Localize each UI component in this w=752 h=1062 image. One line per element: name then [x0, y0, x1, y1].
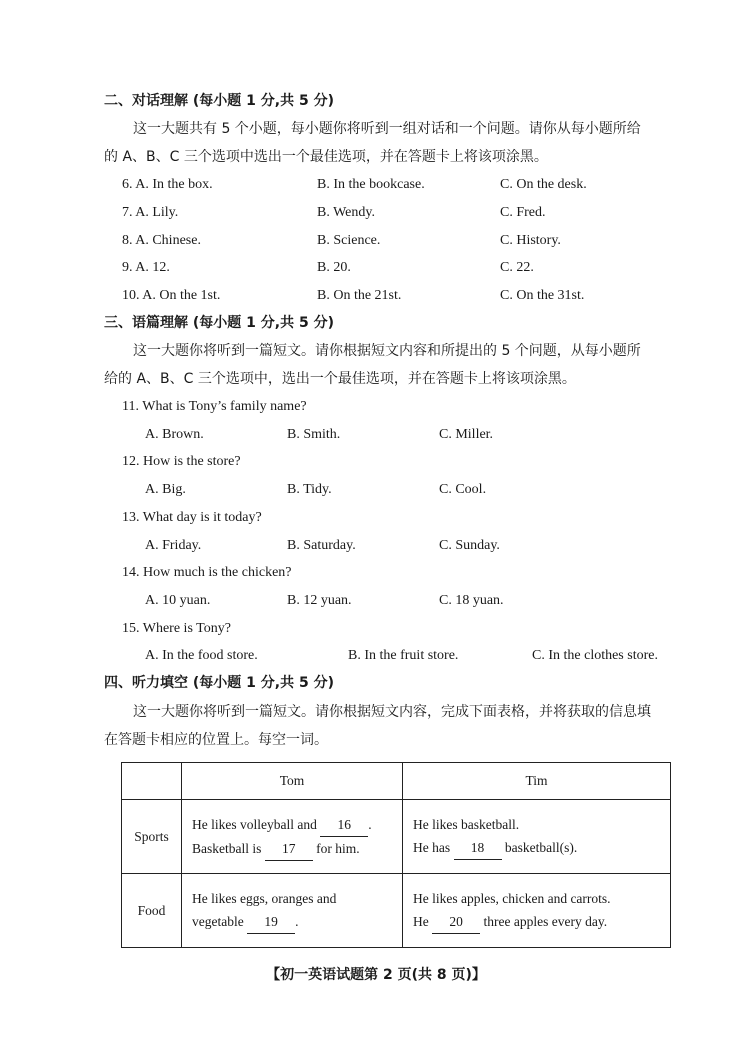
- section-4-heading: 四、听力填空 (每小题 1 分,共 5 分): [104, 675, 334, 691]
- q13-question: 13. What day is it today?: [122, 510, 262, 525]
- tom-sports-line-1: [192, 813, 392, 837]
- blank-19: 19: [247, 910, 295, 934]
- section-4-intro-line-2: 在答题卡相应的位置上。每空一词。: [104, 732, 328, 748]
- q8-option-b: B. Science.: [317, 233, 381, 248]
- row-header-sports: Sports: [122, 800, 182, 874]
- tom-food-line-1: He likes eggs, oranges and: [192, 891, 337, 906]
- q13-option-b: B. Saturday.: [287, 538, 356, 553]
- q11-question: 11. What is Tony’s family name?: [122, 399, 307, 414]
- q12-option-b: B. Tidy.: [287, 482, 332, 497]
- table-row-sports: [122, 800, 671, 874]
- row-header-food: Food: [122, 874, 182, 948]
- q6-option-c: C. On the desk.: [500, 177, 587, 192]
- tim-sports-line-2: [413, 836, 660, 860]
- q12-option-a: A. Big.: [145, 482, 186, 497]
- blank-16: 16: [320, 813, 368, 837]
- blank-20: 20: [432, 910, 480, 934]
- table-header-row: [122, 763, 671, 800]
- tom-food-cell: [182, 874, 403, 948]
- q13-option-c: C. Sunday.: [439, 538, 500, 553]
- cell-text: He has: [413, 840, 451, 855]
- cell-text: .: [368, 816, 372, 832]
- cell-text: .: [295, 914, 299, 929]
- column-header-tom: Tom: [182, 763, 403, 800]
- q10-option-c: C. On the 31st.: [500, 288, 585, 303]
- q6-option-b: B. In the bookcase.: [317, 177, 425, 192]
- q9-option-c: C. 22.: [500, 260, 534, 275]
- table-row-food: [122, 874, 671, 948]
- tim-food-cell: [403, 874, 671, 948]
- q13-option-a: A. Friday.: [145, 538, 202, 553]
- section-3-intro-line-1: 这一大题你将听到一篇短文。请你根据短文内容和所提出的 5 个问题，从每小题所: [133, 343, 641, 359]
- q7-option-c: C. Fred.: [500, 205, 546, 220]
- cell-text: He likes volleyball and: [192, 816, 317, 832]
- q6-option-a: 6. A. In the box.: [122, 177, 213, 192]
- q14-option-b: B. 12 yuan.: [287, 593, 352, 608]
- q12-question: 12. How is the store?: [122, 454, 241, 469]
- blank-18: 18: [454, 836, 502, 860]
- q15-option-b: B. In the fruit store.: [348, 648, 459, 663]
- section-2-intro-line-2: 的 A、B、C 三个选项中选出一个最佳选项，并在答题卡上将该项涂黑。: [104, 149, 548, 165]
- page-footer: 【初一英语试题第 2 页(共 8 页)】: [266, 967, 486, 983]
- tom-sports-cell: [182, 800, 403, 874]
- q15-question: 15. Where is Tony?: [122, 621, 231, 636]
- section-3-heading: 三、语篇理解 (每小题 1 分,共 5 分): [104, 315, 334, 331]
- q7-option-b: B. Wendy.: [317, 205, 375, 220]
- tim-food-line-1: He likes apples, chicken and carrots.: [413, 891, 611, 906]
- table-corner-cell: [122, 763, 182, 800]
- q9-option-a: 9. A. 12.: [122, 260, 170, 275]
- q15-option-c: C. In the clothes store.: [532, 648, 658, 663]
- blank-17: 17: [265, 837, 313, 861]
- cell-text: basketball(s).: [504, 840, 578, 855]
- q9-option-b: B. 20.: [317, 260, 351, 275]
- cell-text: for him.: [316, 840, 360, 856]
- q11-option-c: C. Miller.: [439, 427, 494, 442]
- q15-option-a: A. In the food store.: [145, 648, 258, 663]
- tim-sports-line-1: He likes basketball.: [413, 817, 520, 832]
- q10-option-b: B. On the 21st.: [317, 288, 402, 303]
- q11-option-b: B. Smith.: [287, 427, 341, 442]
- section-2-intro-line-1: 这一大题共有 5 个小题，每小题你将听到一组对话和一个问题。请你从每小题所给: [133, 121, 641, 137]
- cell-text: three apples every day.: [483, 914, 608, 929]
- q12-option-c: C. Cool.: [439, 482, 487, 497]
- q8-option-c: C. History.: [500, 233, 561, 248]
- section-4-intro-line-1: 这一大题你将听到一篇短文。请你根据短文内容，完成下面表格，并将获取的信息填: [133, 704, 651, 720]
- cell-text: vegetable: [192, 914, 244, 929]
- column-header-tim: Tim: [403, 763, 671, 800]
- q14-question: 14. How much is the chicken?: [122, 565, 292, 580]
- listening-fill-table: [121, 762, 671, 948]
- tim-food-line-2: [413, 910, 660, 934]
- section-3-intro-line-2: 给的 A、B、C 三个选项中，选出一个最佳选项，并在答题卡上将该项涂黑。: [104, 371, 576, 387]
- q11-option-a: A. Brown.: [145, 427, 204, 442]
- q14-option-a: A. 10 yuan.: [145, 593, 211, 608]
- cell-text: He: [413, 914, 429, 929]
- q10-option-a: 10. A. On the 1st.: [122, 288, 221, 303]
- cell-text: Basketball is: [192, 840, 262, 856]
- tom-sports-line-2: [192, 837, 392, 861]
- section-2-heading: 二、对话理解 (每小题 1 分,共 5 分): [104, 93, 334, 109]
- tom-food-line-2: [192, 910, 392, 934]
- tim-sports-cell: [403, 800, 671, 874]
- q8-option-a: 8. A. Chinese.: [122, 233, 201, 248]
- q14-option-c: C. 18 yuan.: [439, 593, 504, 608]
- q7-option-a: 7. A. Lily.: [122, 205, 179, 220]
